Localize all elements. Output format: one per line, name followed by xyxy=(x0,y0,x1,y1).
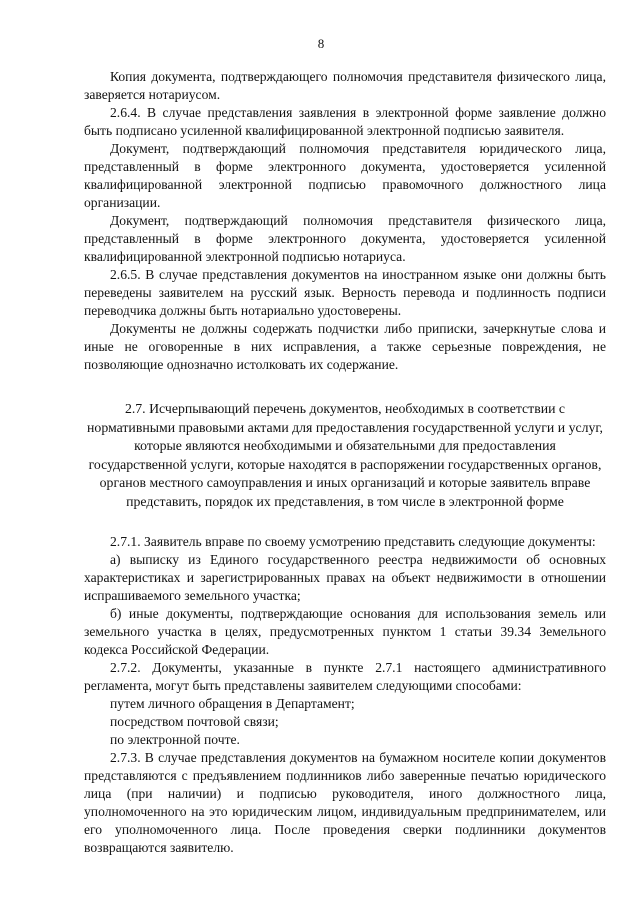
spacer xyxy=(84,374,606,400)
paragraph-no-corrections: Документы не должны содержать подчистки либо приписки, зачеркнутые слова и иные не оговоренные в них исправления, а также серьезные повреждения, не позволяющие однозначно истолковать их содержание. xyxy=(84,321,606,372)
paragraph-item-b: б) иные документы, подтверждающие основания для использования земель или земельного участка в целях, предусмотренных пунктом 1 статьи 39.34 Земельного кодекса Российской Федерации. xyxy=(84,606,606,657)
paragraph-2-7-2: 2.7.2. Документы, указанные в пункте 2.7.1 настоящего административного регламента, могут быть представлены заявителем следующими способами: xyxy=(84,660,606,693)
paragraph-2-7-3: 2.7.3. В случае представления документов на бумажном носителе копии документов представляются с предъявлением подлинников либо заверенные печатью юридического лица (при наличии) и подписью руководителя, иного должностного лица, уполномоченного на это юридическим лицом, индивидуальным предпринимателем, или его уполномоченного лица. После проведения сверки подлинники документов возвращаются заявителю. xyxy=(84,750,606,855)
paragraph-method-post: посредством почтовой связи; xyxy=(110,714,279,729)
paragraph-method-personal: путем личного обращения в Департамент; xyxy=(110,696,355,711)
paragraph-2-7-1: 2.7.1. Заявитель вправе по своему усмотрению представить следующие документы: xyxy=(110,534,596,549)
paragraph-item-a: а) выписку из Единого государственного реестра недвижимости об основных характеристиках и зарегистрированных правах на объект недвижимости в отношении испрашиваемого земельного участка; xyxy=(84,552,606,603)
page-number: 8 xyxy=(317,36,325,51)
paragraph-2-6-4: 2.6.4. В случае представления заявления в электронной форме заявление должно быть подписано усиленной квалифицированной электронной подписью заявителя. xyxy=(84,105,606,138)
paragraph-method-email: по электронной почте. xyxy=(110,732,240,747)
paragraphs-before xyxy=(84,68,606,374)
paragraph-legal-entity-representative: Документ, подтверждающий полномочия представителя юридического лица, представленный в форме электронного документа, удостоверяется усиленной квалифицированной электронной подписью правомочного должностного лица организации. xyxy=(84,141,606,210)
paragraph-individual-representative: Документ, подтверждающий полномочия представителя физического лица, представленный в форме электронного документа, удостоверяется усиленной квалифицированной электронной подписью нотариуса. xyxy=(84,213,606,264)
spacer xyxy=(84,511,606,533)
paragraph-copy-notarized: Копия документа, подтверждающего полномочия представителя физического лица, заверяется нотариусом. xyxy=(84,69,606,102)
section-heading-2-7: 2.7. Исчерпывающий перечень документов, необходимых в соответствии с нормативными правовыми актами для предоставления государственной услуги и услуг, которые являются необходимыми и обязательными для предоставления государственной услуги, которые находятся в распоряжении государственных органов, органов местного самоуправления и иных организаций и которые заявитель вправе представить, порядок их представления, в том числе в электронной форме xyxy=(87,401,603,509)
paragraphs-after xyxy=(84,533,606,857)
paragraph-2-6-5: 2.6.5. В случае представления документов на иностранном языке они должны быть переведены заявителем на русский язык. Верность перевода и подлинность подписи переводчика должны быть нотариально удостоверены. xyxy=(84,267,606,318)
